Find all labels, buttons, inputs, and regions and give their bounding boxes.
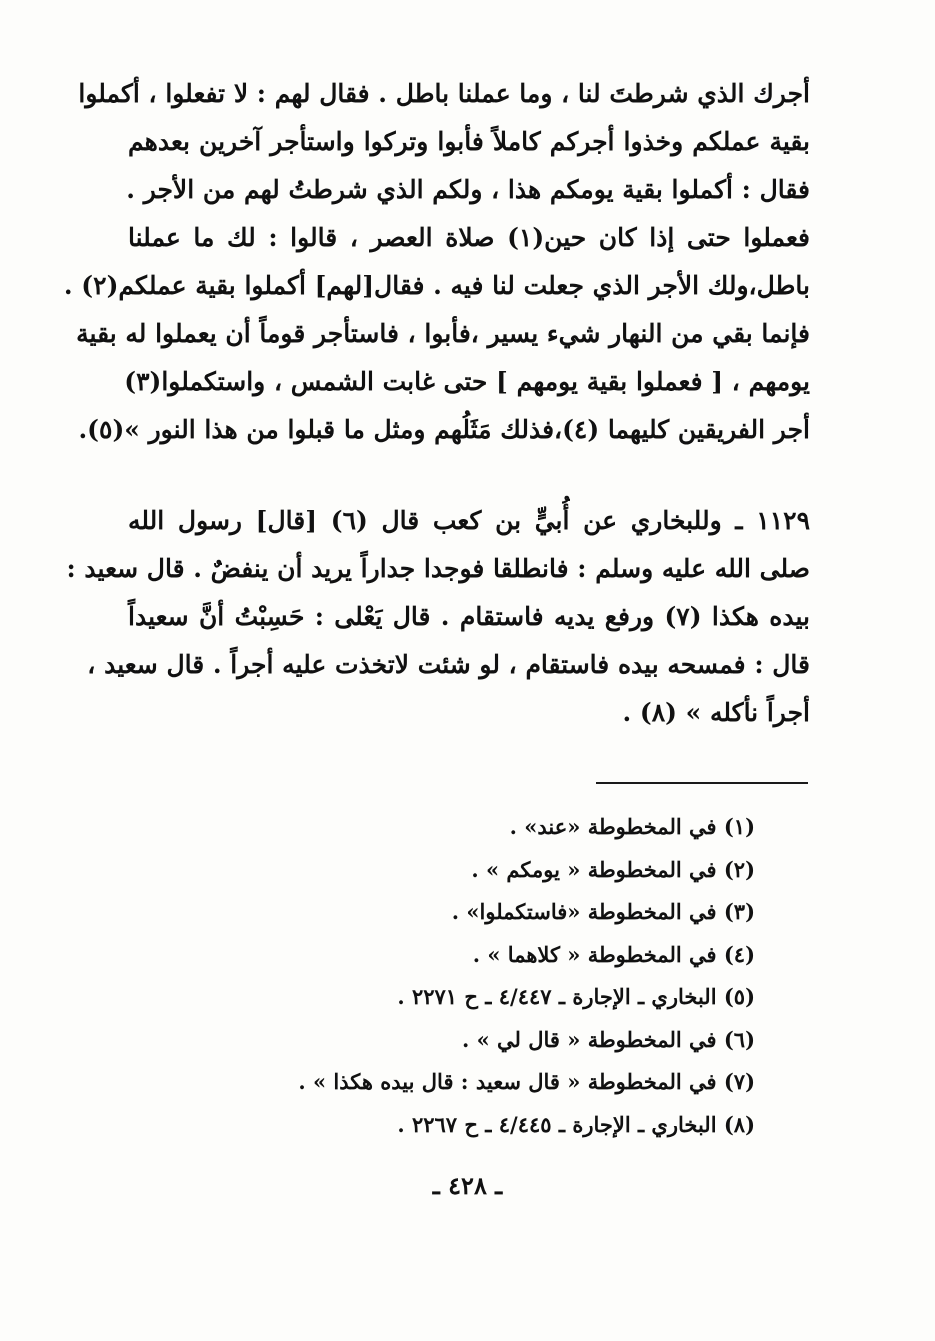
text-line: يومهم ، [ فعملوا بقية يومهم ] حتى غابت الشمس ، واستكملوا(٣) <box>124 367 810 396</box>
text-line: صلى الله عليه وسلم : فانطلقا فوجدا جداراً يريد أن ينفضٌ . قال سعيد : <box>66 554 810 583</box>
footnote-separator <box>596 782 808 784</box>
text-line: بقية عملكم وخذوا أجركم كاملاً فأبوا وتركوا واستأجر آخرين بعدهم <box>128 127 810 156</box>
text-line: أجرك الذي شرطتَ لنا ، وما عملنا باطل . فقال لهم : لا تفعلوا ، أكملوا <box>78 79 810 108</box>
footnote-item: (٥) البخاري ـ الإجارة ـ ٤/٤٤٧ ـ ح ٢٢٧١ . <box>397 984 755 1009</box>
footnote-item: (٣) في المخطوطة «فاستكملوا» . <box>451 899 755 924</box>
footnote-item: (٦) في المخطوطة « قال لي » . <box>461 1026 755 1052</box>
text-line: قال : فمسحه بيده فاستقام ، لو شئت لاتخذت عليه أجراً . قال سعيد ، <box>87 650 810 679</box>
text-line: فقال : أكملوا بقية يومكم هذا ، ولكم الذي شرطتُ لهم من الأجر . <box>126 175 810 204</box>
text-line: بيده هكذا (٧) ورفع يديه فاستقام . قال يَعْلى : حَسِبْتُ أنَّ سعيداً <box>128 602 810 631</box>
footnotes <box>200 806 755 1146</box>
footnote-item: (٢) في المخطوطة « يومكم » . <box>471 856 755 882</box>
text-line: باطل،ولك الأجر الذي جعلت لنا فيه . فقال[لهم] أكملوا بقية عملكم(٢) . <box>63 271 810 300</box>
paragraph-1 <box>63 70 810 454</box>
paragraph-2 <box>66 497 811 737</box>
footnote-item: (٤) في المخطوطة « كلاهما » . <box>472 941 755 967</box>
text-line: ١١٢٩ ـ وللبخاري عن أُبيٍّ بن كعب قال (٦) [قال] رسول الله <box>128 506 811 535</box>
page-number: ـ ٤٢٨ ـ <box>432 1171 503 1200</box>
text-line: فعملوا حتى إذا كان حين(١) صلاة العصر ، قالوا : لك ما عملنا <box>128 223 810 252</box>
text-line: فإنما بقي من النهار شيء يسير ،فأبوا ، فاستأجر قوماً أن يعملوا له بقية <box>76 319 810 348</box>
footnote-item: (٧) في المخطوطة « قال سعيد : قال بيده هكذا » . <box>298 1069 755 1094</box>
footnote-item: (١) في المخطوطة «عند» . <box>509 814 755 839</box>
footnote-item: (٨) البخاري ـ الإجارة ـ ٤/٤٤٥ ـ ح ٢٢٦٧ . <box>397 1111 755 1137</box>
text-line: أجر الفريقين كليهما (٤)،فذلك مَثَلُهم ومثل ما قبلوا من هذا النور »(٥). <box>78 415 810 444</box>
text-line: أجراً نأكله » (٨) . <box>622 698 810 727</box>
